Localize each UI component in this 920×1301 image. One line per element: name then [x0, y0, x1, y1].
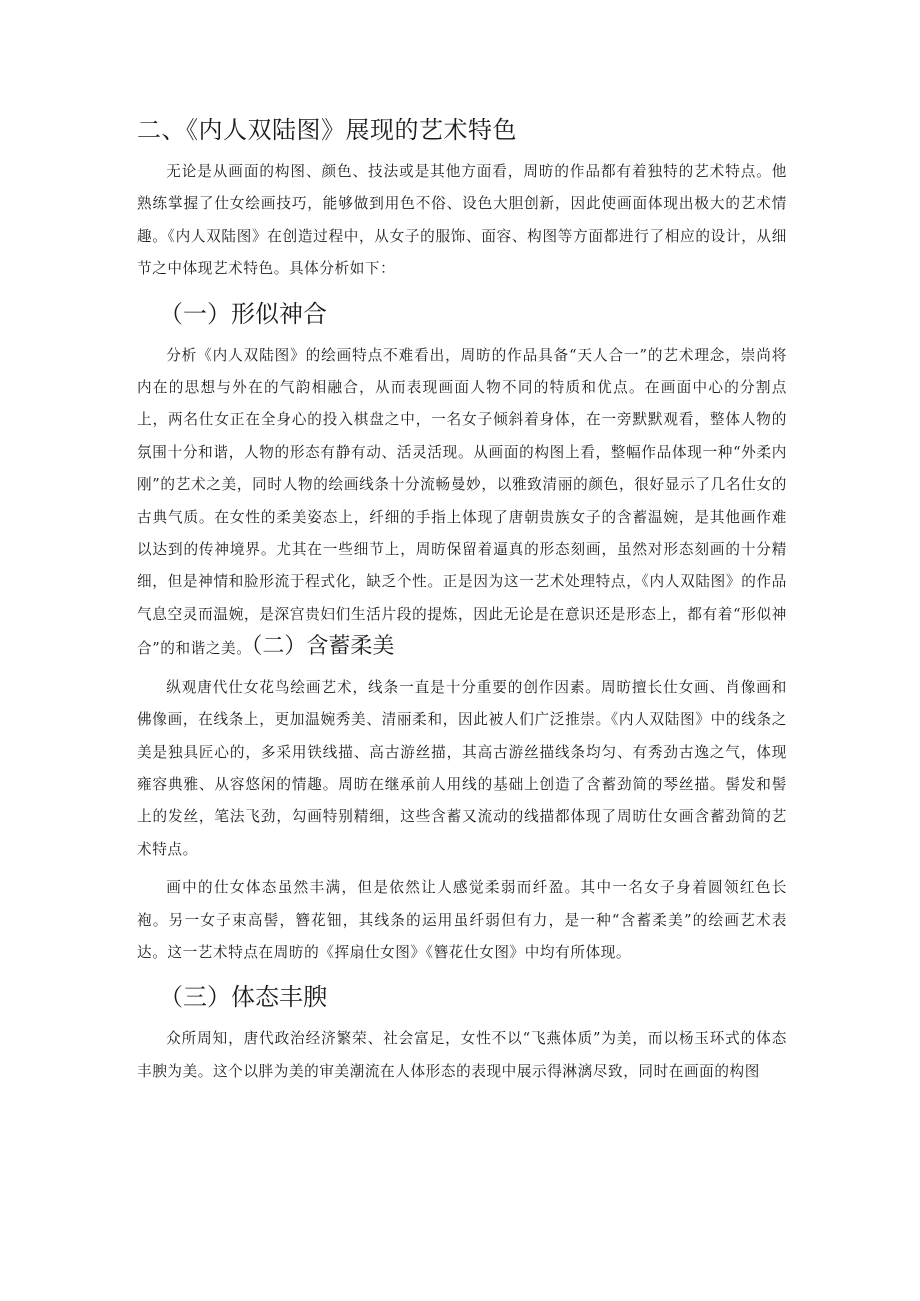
subsection-title-1: （一）形似神合	[159, 299, 327, 328]
subsection-2-paragraph-1: 纵观唐代仕女花鸟绘画艺术，线条一直是十分重要的创作因素。周昉擅长仕女画、肖像画和佛像画，在线条上，更加温婉秀美、清丽柔和，因此被人们广泛推崇。《内人双陆图》中的线条之美是独具匠心的，多采用铁线描、高古游丝描，其高古游丝描线条均匀、有秀劲古逸之气，体现雍容典雅、从容悠闲的情趣。周昉在继承前人用线的基础上创造了含蓄劲简的琴丝描。髻发和髻上的发丝，笔法飞劲，勾画特别精细，这些含蓄又流动的线描都体现了周昉仕女画含蓄劲简的艺术特点。	[137, 678, 787, 858]
document-body	[137, 110, 787, 1088]
intro-paragraph: 无论是从画面的构图、颜色、技法或是其他方面看，周昉的作品都有着独特的艺术特点。他熟练掌握了仕女绘画技巧，能够做到用色不俗、设色大胆创新，因此使画面体现出极大的艺术情趣。《内人双陆图》在创造过程中，从女子的服饰、面容、构图等方面都进行了相应的设计，从细节之中体现艺术特色。具体分析如下：	[137, 163, 787, 278]
subsection-title-2: （二）含蓄柔美	[251, 634, 395, 660]
subsection-1-text: 分析《内人双陆图》的绘画特点不难看出，周昉的作品具备“天人合一”的艺术理念，崇尚将内在的思想与外在的气韵相融合，从而表现画面人物不同的特质和优点。在画面中心的分割点上，两名仕女正在全身心的投入棋盘之中，一名女子倾斜着身体，在一旁默默观看，整体人物的氛围十分和谐，人物的形态有静有动、活灵活现。从画面的构图上看，整幅作品体现一种“外柔内刚”的艺术之美，同时人物的绘画线条十分流畅曼妙，以雅致清丽的颜色，很好显示了几名仕女的古典气质。在女性的柔美姿态上，纤细的手指上体现了唐朝贵族女子的含蓄温婉，是其他画作难以达到的传神境界。尤其在一些细节上，周昉保留着逼真的形态刻画，虽然对形态刻画的十分精细，但是神情和脸形流于程式化，缺乏个性。正是因为这一艺术处理特点，《内人双陆图》的作品气息空灵而温婉，是深宫贵妇们生活片段的提炼，因此无论是在意识还是形态上，都有着“形似神合”的和谐之美。	[137, 346, 787, 658]
subsection-2-paragraph-2: 画中的仕女体态虽然丰满，但是依然让人感觉柔弱而纤盈。其中一名女子身着圆领红色长袍。另一女子束高髻，簪花钿，其线条的运用虽纤弱但有力，是一种“含蓄柔美”的绘画艺术表达。这一艺术特点在周昉的《挥扇仕女图》《簪花仕女图》中均有所体现。	[137, 879, 787, 961]
subsection-1-paragraph	[137, 340, 787, 666]
section-title: 二、《内人双陆图》展现的艺术特色	[137, 116, 517, 144]
subsection-title-3: （三）体态丰腴	[159, 983, 327, 1012]
subsection-3-paragraph: 众所周知，唐代政治经济繁荣、社会富足，女性不以“飞燕体质”为美，而以杨玉环式的体态丰腴为美。这个以胖为美的审美潮流在人体形态的表现中展示得淋漓尽致，同时在画面的构图	[137, 1030, 787, 1080]
